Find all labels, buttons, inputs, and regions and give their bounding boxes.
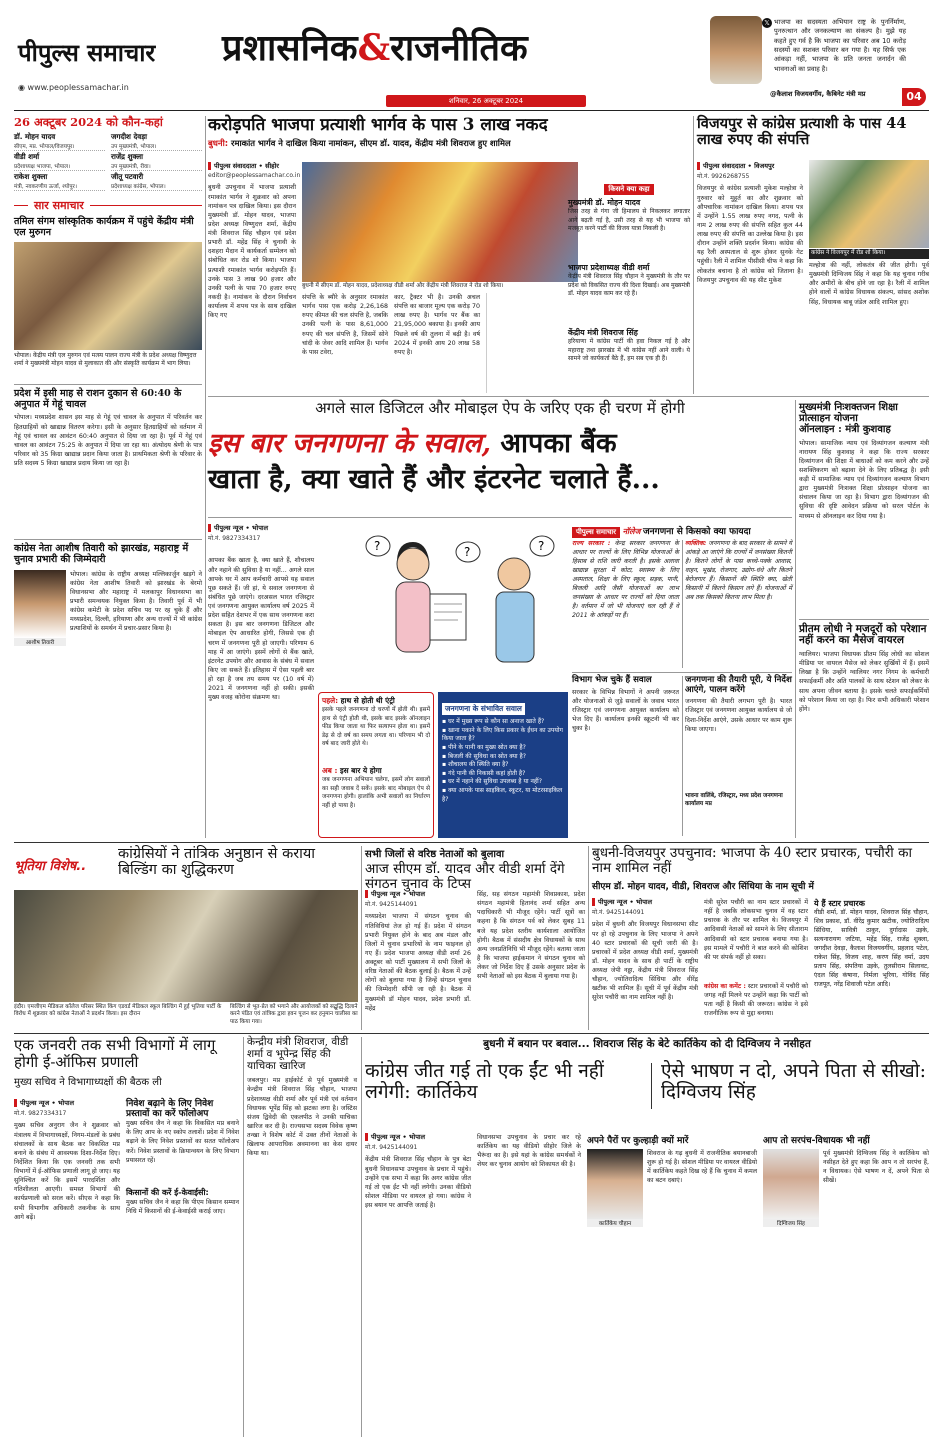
sabhi-place: भोपाल [408, 890, 425, 898]
saar-body-2: भोपाल। मध्यप्रदेश शासन इस माह से गेहूं एवं चावल के अनुपात में परिवर्तन कर हितग्राहियों को खाद्यान्न वितरण करेगा। इसी के अनुसार हितग्राहियों को वर्तमान में गेहूं एवं चावल का आवंटन 60:40 अनुपात से दिया जा रहा है। पूर्व में गेहूं एवं चावल का आवंटन 75:25 के अनुपात में दिया जा रहा था। अंत्योदय श्रेणी के पात्र परिवार को 35 किग्रा खाद्यान्न प्रदान किया जाता है। प्राथमिकता श्रेणी के परिवार के प्रति सदस्य 5 किग्रा खाद्यान्न प्रदाय किया जा रहा है। [14, 414, 202, 467]
schedule-role: प्रदेशाध्यक्ष कांग्रेस, भोपाल। [111, 183, 166, 190]
eoffice-byline: पीपुल्स न्यूज [20, 1099, 50, 1107]
petition-headline: केन्द्रीय मंत्री शिवराज, वीडी शर्मा व भूपेन्द्र सिंह की याचिका खारिज [247, 1036, 349, 1072]
bayan-photo-b-name: दिग्विजय सिंह [763, 1219, 819, 1227]
upchunav-list: वीडी शर्मा, डॉ. मोहन यादव, शिवराज सिंह चौहान, शिव प्रकाश, डॉ. वीरेंद्र कुमार खटीक, ज्योतिरादित्य सिंधिया, सावित्री ठाकुर, दुर्गादास उइके, सत्यनारायण जटिया, महेंद्र सिंह, राजेंद्र शुक्ला, जगदीश देवड़ा, कैलाश विजयवर्गीय, प्रहलाद पटेल, राकेश सिंह, विजय शाह, करण सिंह वर्मा, उदय प्रताप सिंह, संपतिया उइके, तुलसीराम सिलावट, एंदल सिंह कंषाना, निर्मला भूरिया, गोविंद सिंह राजपूत, नरेंद्र शिवाजी पटेल आदि। [814, 909, 929, 988]
upchunav-headline: बुधनी-विजयपुर उपचुनाव: भाजपा के 40 स्टार प्रचारक, पचौरी का नाम शामिल नहीं [592, 845, 912, 877]
kisne-who: केंद्रीय मंत्री शिवराज सिंह [568, 328, 638, 337]
quote-text: भाजपा का सदस्यता अभियान राष्ट्र के पुनर्निर्माण, पुनरुत्थान और जनकल्याण का संकल्प है। मुझे यह कहते हुए गर्व है कि भाजपा का परिवार अब 10 करोड़ सदस्यों का सशक्त परिवार बन गया है। यह सिर्फ एक आंकड़ा नहीं, भाजपा के प्रति जनता जनार्दन की भावनाओं का प्रवाह है। [774, 18, 906, 73]
census-kicker: अगले साल डिजिटल और मोबाइल ऐप के जरिए एक ही चरण में होगी [315, 399, 685, 417]
eoffice-col-1: पीपुल्स न्यूज • भोपाल मो.नं. 9827334317 मुख्य सचिव अनुराग जैन ने शुक्रवार को मंत्रालय में विभागाध्यक्षों, निगम-मंडलों के प्रबंध संचालकों के साथ बैठक कर विकसित मप्र बनाने के संबंध में आवश्यक दिशा-निर्देश दिए। निर्देशित किया कि एक जनवरी तक सभी विभागों में ई-ऑफिस प्रणाली लागू हो जाए। यह सुनिश्चित करें कि इसमें पारदर्शिता और गतिशीलता आएगी। समस्त विभागों की कार्यप्रणाली को सरल करें। सीएस ने कहा कि सभी विभागीय अधिकारी तकनीक के साथ आगे बढ़ें। [14, 1099, 120, 1437]
bayan-h-a: अपने पैरों पर कुल्हाड़ी क्यों मारें [587, 1136, 689, 1146]
kisne-who: मुख्यमंत्री डॉ. मोहन यादव [568, 198, 641, 207]
sabhi-phone: मो.नं. 9425144091 [365, 901, 418, 909]
saar-headline-1: तमिल संगम सांस्कृतिक कार्यक्रम में पहुंचे केंद्रीय मंत्री एल मुरुगन [14, 215, 194, 238]
census-question: ▪ क्या आपके पास साइकिल, स्कूटर, या मोटरसाइकिल है? [442, 787, 564, 804]
schedule-name: राजेंद्र शुक्ला [111, 151, 143, 161]
x-logo-icon: 𝕏 [762, 18, 772, 28]
bhutiya-caption-1: इंदौर। एमजीएम मेडिकल कॉलेज परिसर स्थित किंग एडवर्ड मेडिकल स्कूल बिल्डिंग में हुई भुतिया पार्टी के विरोध में शुक्रवार को कांग्रेस नेताओं ने प्रदर्शन किया। इस दौरान [14, 1004, 222, 1018]
knowledge-p1 [572, 540, 679, 670]
census-question: ▪ घर में नहाने की सुविधा उपलब्ध है या नहीं? [442, 778, 564, 787]
knowledge-p2-head: व्यक्तिक: [685, 540, 707, 547]
bayan-col-1: पीपुल्स न्यूज • भोपाल मो.नं. 9425144091 केंद्रीय मंत्री शिवराज सिंह चौहान के पुत्र बेटा बुधनी विधानसभा उपचुनाव के प्रचार में पहुंचे। उन्होंने एक सभा में कहा कि अगर कांग्रेस जीत गई तो एक ईंट भी नहीं लगेगी। उनका वीडियो सोशल मीडिया पर वायरल हो गया। कांग्रेस ने इस बयान पर आपत्ति जताई है। [365, 1133, 471, 1437]
bhutiya-headline: कांग्रेसियों ने तांत्रिक अनुष्ठान से कराया बिल्डिंग का शुद्धिकरण [118, 846, 316, 879]
census-pahle: इसके पहले जनगणना दो चरणों में होती थी। इसमें हाथ से एंट्री होती थी, इसके बाद इसके ऑनलाइन फीड किया जाता था फिर सत्यापन होता था। इसमें डेढ़ से दो वर्ष का समय लगता था। परिणाम भी दो वर्ष बाद जारी होते थे। [322, 707, 430, 748]
saar-story-3 [14, 570, 202, 720]
right-body-1: भोपाल। सामाजिक न्याय एवं दिव्यांगजन कल्याण मंत्री नारायण सिंह कुशवाह ने कहा कि राज्य सरकार दिव्यांगजन की शिक्षा में बाधाओं को कम करने और उन्हें सशक्तिकरण को बढ़ावा देने के लिए प्रतिबद्ध है। इसी कड़ी में सामाजिक न्याय एवं दिव्यांगजन कल्याण विभाग द्वारा मुख्यमंत्री निःशक्त शिक्षा प्रोत्साहन योजना का संचालन किया जा रहा है। विभाग द्वारा दिव्यांगजन की सुविधा की दृष्टि आवेदन प्रक्रिया को सरल पोर्टल के माध्यम से ऑनलाइन कर दिया गया है। [799, 439, 929, 520]
eoffice-h2: निवेश बढ़ाने के लिए निवेश प्रस्तावों का करें फॉलोअप [126, 1099, 214, 1120]
census-questions-box [438, 692, 568, 838]
census-question: ▪ खाना पकाने के लिए किस प्रकार के ईंधन का उपयोग किया जाता है? [442, 727, 564, 744]
schedule-entry [111, 172, 202, 191]
schedule-role: उप मुख्यमंत्री, भोपाल। [111, 143, 157, 150]
eoffice-story [14, 1037, 239, 1437]
schedule-entry [111, 132, 202, 151]
upchunav-story [592, 846, 929, 1030]
budhni-email: editor@peoplessamachar.co.in [208, 172, 301, 180]
upchunav-body: प्रदेश में बुधनी और विजयपुर विधानसभा सीट पर हो रहे उपचुनाव के लिए भाजपा ने अपने 40 स्टार प्रचारकों की सूची जारी की है। प्रचारकों में प्रदेश अध्यक्ष वीडी शर्मा, मुख्यमंत्री डॉ. मोहन यादव के साथ ही पार्टी के राष्ट्रीय अध्यक्ष जेपी नड्डा, केंद्रीय मंत्री शिवराज सिंह चौहान, ज्योतिरादित्य सिंधिया और वीरेंद्र खटीक भी शामिल हैं। सूची में पूर्व केंद्रीय मंत्री सुरेश पचौरी का नाम शामिल नहीं है। [592, 921, 698, 1002]
bayan-body-2: विधानसभा उपचुनाव के प्रचार कर रहे कार्तिकेय का यह वीडियो सीहोर जिले के भैरूंदा का है। इसे यहां के कांग्रेस समर्थकों ने शेयर कर चुनाव आयोग को शिकायत की है। [477, 1134, 581, 1169]
vijaypur-photo [809, 160, 929, 248]
budhni-body-3: कार, ट्रैक्टर भी है। उनकी अचल संपत्ति का बाजार मूल्य एक करोड़ 70 लाख रुपए है। भार्गव पर बैंक का 21,95,000 बकाया है। इनकी आय पिछले वर्ष की तुलना में बढ़ी है। वर्ष 2024 में इनकी आय 20 लाख 58 रुपए है। [394, 294, 480, 356]
upchunav-place: भोपाल [635, 898, 652, 906]
kisne-label: किसने क्या कहा [604, 184, 653, 195]
budhni-headline: करोड़पति भाजपा प्रत्याशी भार्गव के पास 3 लाख नकद [208, 115, 548, 135]
eoffice-b2: मुख्य सचिव जैन ने कहा कि विकसित मप्र बनाने के लिए आप के नए स्कोप तलाशें। प्रदेश में निवेश बढ़ाने के लिए निवेश प्रस्तावों का सतत फॉलोअप करें। निवेश प्रस्तावों के क्रियान्वयन के लिए विभाग प्रयासरत रहें। [126, 1120, 239, 1164]
budhni-kicker: बुधनी: [208, 138, 229, 149]
bayan-phone: मो.नं. 9425144091 [365, 1144, 418, 1152]
bayan-photo-a [587, 1149, 643, 1219]
census-knowledge [572, 524, 792, 838]
vijaypur-caption: कांग्रेस ने विजयपुर में रोड शो किया। [809, 249, 929, 259]
bayan-b-a: शिवराज के गढ़ बुधनी में राजनीतिक बयानबाजी शुरू हो गई है। सोशल मीडिया पर वायरल वीडियो में कार्तिकेय कहते दिख रहे हैं कि चुनाव में कमल का बटन दबाएं। [647, 1150, 757, 1185]
section-title-a: प्रशासनिक [222, 27, 358, 69]
census-rest: आपका बैंक [500, 427, 617, 459]
eoffice-headline: एक जनवरी तक सभी विभागों में लागू होगी ई-ऑफिस प्रणाली [14, 1036, 216, 1071]
bhutiya-photo [14, 890, 358, 1002]
census-question: ▪ शौचालय की स्थिति क्या है? [442, 761, 564, 770]
globe-icon: ◉ [18, 83, 28, 92]
vijaypur-body-2: मल्होत्रा की नहीं, लोकतंत्र की जीत होगी। पूर्व मुख्यमंत्री दिग्विजय सिंह ने कहा कि यह चुनाव गरीब और अमीरों के बीच होने जा रहा है। रैली में शामिल होने वालों में कांग्रेस विधायक संकल्प, सांसद अशोक सिंह, विधायक बाबू जंडेल आदि शामिल हुए। [809, 262, 929, 306]
page-number: 04 [902, 88, 926, 106]
eoffice-phone: मो.नं. 9827334317 [14, 1110, 67, 1118]
sabhi-headline: आज सीएम डॉ. यादव और वीडी शर्मा देंगे संगठन चुनाव के टिप्स [365, 861, 565, 893]
census-question: ▪ गंदे पानी की निकासी कहां होती है? [442, 770, 564, 779]
saar-body-3-wrap [14, 570, 202, 720]
bayan-h-b: आप तो सरपंच-विधायक भी नहीं [763, 1136, 870, 1146]
upchunav-col-1: पीपुल्स न्यूज • भोपाल मो.नं. 9425144091 प्रदेश में बुधनी और विजयपुर विधानसभा सीट पर हो रहे उपचुनाव के लिए भाजपा ने अपने 40 स्टार प्रचारकों की सूची जारी की है। प्रचारकों में प्रदेश अध्यक्ष वीडी शर्मा, मुख्यमंत्री डॉ. मोहन यादव के साथ ही पार्टी के राष्ट्रीय अध्यक्ष जेपी नड्डा, केंद्रीय मंत्री शिवराज सिंह चौहान, ज्योतिरादित्य सिंधिया और वीरेंद्र खटीक भी शामिल हैं। सूची में पूर्व केंद्रीय मंत्री सुरेश पचौरी का नाम शामिल नहीं है। [592, 898, 698, 1030]
schedule-role: सीएम, मप्र. भोपाल/विजयपुर। [14, 143, 75, 150]
budhni-col-1 [208, 162, 301, 392]
sabhi-kicker: सभी जिलों से वरिष्ठ नेताओं को बुलावा [365, 849, 505, 860]
kisne-said: केंद्रीय मंत्री शिवराज सिंह चौहान ने मुख्यमंत्री के तौर पर प्रदेश को विकसित राज्य की दिशा दिखाई। अब मुख्यमंत्री डॉ. मोहन यादव काम कर रहे हैं। [568, 273, 690, 298]
census-phone: मो.नं. 9827334317 [208, 535, 261, 543]
schedule-name: डॉ. मोहन यादव [14, 131, 56, 141]
kisne-item [568, 198, 690, 260]
kisne-who: भाजपा प्रदेशाध्यक्ष वीडी शर्मा [568, 263, 650, 272]
schedule-role: प्रदेशाध्यक्ष भाजपा, भोपाल। [14, 163, 71, 170]
kisne-item [568, 263, 690, 325]
right-headline-1: मुख्यमंत्री निःशक्तजन शिक्षा प्रोत्साहन योजना [799, 402, 898, 425]
sabhi-col-1: पीपुल्स न्यूज • भोपाल मो.नं. 9425144091 मध्यप्रदेश भाजपा में संगठन चुनाव की गतिविधियां तेज हो गई हैं। प्रदेश में संगठन प्रभारी नियुक्त होने के बाद अब मंडल और जिलों में चुनाव प्रभारियों के नाम फाइनल हो गए हैं। प्रदेश भाजपा अध्यक्ष वीडी शर्मा 26 अक्टूबर को पार्टी मुख्यालय में सभी जिलों के वरिष्ठ नेताओं की बैठक बुलाई है। बैठक में उन्हें लोगों को बुलाया गया है जिन्हें संगठन चुनाव की जिम्मेदारी सौंपी जा रही है। बैठक में मुख्यमंत्री डॉ मोहन यादव, प्रदेश प्रभारी डॉ. महेंद्र [365, 890, 471, 1030]
saar-photo-3-name: आशीष तिवारी [14, 638, 66, 646]
schedule-role: उप मुख्यमंत्री, रीवा। [111, 163, 151, 170]
vijaypur-headline: विजयपुर से कांग्रेस प्रत्याशी के पास 44 लाख रुपए की संपत्ति [697, 115, 907, 149]
bhutiya-caption-2: बिल्डिंग से भूत-प्रेत को भगाने और आयोजकों को सद्बुद्धि दिलाने करने पंडित एवं तांत्रिक द्वारा हवन पूजन कर हनुमान चालीसा का पाठ किया गया। [230, 1004, 358, 1025]
knowledge-p1-body: केन्द्र सरकार जनगणना के आधार पर राज्यों के लिए विभिन्न योजनाओं के हिसाब से राशि जारी करती है। इसके अलावा खाद्यान्न सुरक्षा में कोटा, स्वास्थ्य के लिए अस्पताल, शिक्षा के लिए स्कूल, सड़क, पानी, बिजली आदि जैसी योजनाओं का लाभ जनसंख्या के आधार पर राज्यों को दिया जाता है। वर्तमान में जो भी योजनाएं चल रही हैं वे 2011 के आंकड़ों पर हैं। [572, 540, 679, 619]
census-body: आपका बैंक खाता है, क्या खाते हैं, शौचालय और नहाने की सुविधा है या नहीं... अगले साल आपके घर में आप कर्मचारी आपसे यह सवाल पूछ सकते हैं। जी हां, ये सवाल जनगणना से संबंधित पूछे जाएंगे। दरअसल भारत रजिस्ट्रार एवं जनगणना आयुक्त कार्यालय वर्ष 2025 में प्रदेश सहित देशभर में एक साथ जनगणना करा सकता है। इस बार जनगणना डिजिटल और मोबाइल ऐप आधारित होगी, जिससे एक ही चरण में जनगणना पूरी हो जाएगी। परिणाम 6 माह में आ जाएंगे। इसमें लोगों से बैंक खाते, इंटरनेट उपयोग और आवास के संबंध में सवाल किए जा सकते हैं। इतिहास में ऐसा पहली बार हो रहा है जब तय समय पर (10 वर्ष में) 2021 में जनगणना नहीं हो सकी। इसकी मुख्य वजह कोरोना संक्रमण था। [208, 557, 314, 702]
eoffice-place: भोपाल [57, 1099, 74, 1107]
knowledge-p3 [572, 676, 679, 838]
svg-text:?: ? [374, 539, 381, 553]
budhni-byline-name: पीपुल्स संवाददाता [214, 162, 257, 170]
knowledge-tag: पीपुल्स समाचार [572, 527, 620, 538]
kisne-said: जिस तरह से गंगा जी हिमालय से निकलकर लगातार आगे बढ़ती गई है, उसी तरह से यह भी भाजपा को मजबूत करने पार्टी की विजय यात्रा निकली है। [568, 208, 690, 233]
schedule-name: राकेश शुक्ला [14, 171, 48, 181]
census-ab: जब जनगणना अभियान चलेगा, इसमें लोग सवालों का सही जवाब दें सकें। इसके बाद मोबाइल ऐप से जनगणना होगी। हालांकि अभी सवालों का निर्धारण नहीं हो पाया है। [322, 777, 430, 809]
vijaypur-place: विजयपुर [754, 162, 775, 170]
right-headline-1b: ऑनलाइन : मंत्री कुशवाह [799, 424, 891, 436]
bayan-b-b: पूर्व मुख्यमंत्री दिग्विजय सिंह ने कार्तिकेय को नसीहत देते हुए कहा कि आप न तो सरपंच हैं, न विधायक। ऐसे भाषण न दें, अपने पिता से सीखें। [823, 1150, 929, 1185]
bayan-place: भोपाल [408, 1133, 425, 1141]
knowledge-p2 [685, 540, 792, 670]
petition-story [247, 1037, 357, 1437]
bayan-digvijay-box [763, 1133, 929, 1437]
quote-author: @कैलाश विजयवर्गीय, कैबिनेट मंत्री मप्र [770, 90, 866, 98]
knowledge-p4-sign: भावना वालिंबे, रजिस्ट्रार, मध्य प्रदेश जनगणना कार्यालय मप्र [685, 793, 783, 808]
bhutiya-label: भूतिया विशेष.. [14, 859, 87, 874]
schedule-name: वीडी शर्मा [14, 151, 40, 161]
sabhi-body: मध्यप्रदेश भाजपा में संगठन चुनाव की गतिविधियां तेज हो गई हैं। प्रदेश में संगठन प्रभारी नियुक्त होने के बाद अब मंडल और जिलों में चुनाव प्रभारियों के नाम फाइनल हो गए हैं। प्रदेश भाजपा अध्यक्ष वीडी शर्मा 26 अक्टूबर को पार्टी मुख्यालय में सभी जिलों के वरिष्ठ नेताओं की बैठक बुलाई है। बैठक में उन्हें लोगों को बुलाया गया है जिन्हें संगठन चुनाव की जिम्मेदारी सौंपी जा रही है। बैठक में मुख्यमंत्री डॉ मोहन यादव, प्रदेश प्रभारी डॉ. महेंद्र [365, 913, 471, 1012]
bayan-story [365, 1037, 929, 1437]
census-pahle-box [318, 692, 434, 838]
saar-headline-3: कांग्रेस नेता आशीष तिवारी को झारखंड, महाराष्ट्र में चुनाव प्रभारी की जिम्मेदारी [14, 543, 189, 565]
right-column [799, 402, 929, 838]
upchunav-list-box [814, 898, 929, 1030]
upchunav-note-head: कांग्रेस का कमेंट : [704, 983, 746, 990]
bayan-photo-a-name: कार्तिकेय चौहान [587, 1219, 643, 1227]
schedule-role: मंत्री, नवकरणीय ऊर्जा, श्योपुर। [14, 183, 77, 190]
budhni-side [486, 293, 578, 393]
budhni-subhead [208, 138, 578, 149]
census-col-1: पीपुल्स न्यूज • भोपाल मो.नं. 9827334317 आपका बैंक खाता है, क्या खाते हैं, शौचालय और नहाने की सुविधा है या नहीं... अगले साल आपके घर में आप कर्मचारी आपसे यह सवाल पूछ सकते हैं। जी हां, ये सवाल जनगणना से संबंधित पूछे जाएंगे। दरअसल भारत रजिस्ट्रार एवं जनगणना आयुक्त कार्यालय वर्ष 2025 में प्रदेश सहित देशभर में एक साथ जनगणना करा सकता है। इस बार जनगणना डिजिटल और मोबाइल ऐप आधारित होगी, जिससे एक ही चरण में जनगणना पूरी हो जाएगी। परिणाम 6 माह में आ जाएंगे। इसमें लोगों से बैंक खाते, इंटरनेट उपयोग और आवास के संबंध में सवाल किए जा सकते हैं। इतिहास में ऐसा पहली बार हो रहा है जब तय समय पर (10 वर्ष में) 2021 में जनगणना नहीं हो सकी। इसकी मुख्य वजह कोरोना संक्रमण था। [208, 524, 314, 838]
schedule-title: 26 अक्टूबर 2024 को कौन-कहां [14, 115, 163, 129]
knowledge-p4-head: जनगणना की तैयारी पूरी, ये निर्देश आएंगे, पालन करेंगे [685, 675, 792, 695]
eoffice-sub: मुख्य सचिव ने विभागाध्यक्षों की बैठक ली [14, 1076, 162, 1088]
section-title [222, 28, 528, 68]
upchunav-col-2 [704, 898, 808, 1030]
brand-url[interactable] [18, 83, 129, 92]
left-column [14, 116, 202, 838]
saar-caption-1: भोपाल। केंद्रीय मंत्री एल मुरुगन एवं मत्स्य पालन राज्य मंत्री के प्रदेश अध्यक्ष विष्णुदत्त शर्मा ने मुख्यमंत्री मोहन यादव से मुलाकात की और संस्कृति कार्यक्रम में भाग लिया। [14, 352, 197, 367]
census-question: ▪ बिजली की सुविधा का स्रोत क्या है? [442, 753, 564, 762]
eoffice-h3: किसानों की करें ई-केवाईसी: [126, 1188, 209, 1198]
vijaypur-phone: मो.नं. 9926268755 [697, 173, 750, 181]
kisne-list [568, 198, 690, 390]
budhni-photo [302, 162, 578, 282]
census-illustration [318, 524, 568, 692]
eoffice-b3: मुख्य सचिव जैन ने कहा कि पीएम किसान सम्मान निधि में किसानों की ई-केवाईसी कराई जाए। [126, 1199, 239, 1216]
svg-text:?: ? [538, 539, 545, 553]
bayan-body: केंद्रीय मंत्री शिवराज सिंह चौहान के पुत्र बेटा बुधनी विधानसभा उपचुनाव के प्रचार में पहुंचे। उन्होंने एक सभा में कहा कि अगर कांग्रेस जीत गई तो एक ईंट भी नहीं लगेगी। उनका वीडियो सोशल मीडिया पर वायरल हो गया। कांग्रेस ने इस बयान पर आपत्ति जताई है। [365, 1156, 471, 1210]
saar-headline-2: प्रदेश में इसी माह से राशन दुकान से 60:40 के अनुपात में गेहूं चावल [14, 388, 182, 410]
upchunav-body-2: मंत्री सुरेश पचौरी का नाम स्टार प्रचारकों में नहीं है जबकि लोकसभा चुनाव में वह स्टार प्रचारक के तौर पर शामिल थे। विजयपुर में आदिवासी नेताओं को सामने के लिए सीताराम आदिवासी को स्टार प्रचारक बनाया गया है। इस मामले में पचौरी ने बात करने की कोशिश की पर संपर्क नहीं हो सका। [704, 899, 808, 961]
vijaypur-body-1: विजयपुर से कांग्रेस प्रत्याशी मुकेश मल्होत्रा ने गुरुवार को मुहूर्त का और शुक्रवार को औपचारिक नामांकन दाखिल किया। शपथ पत्र में उन्होंने 1.55 लाख रुपए नगद, पत्नी के नाम 2 लाख रुपए की संपत्ति सहित कुल 44 लाख रुपए की संपत्ति का उल्लेख किया है। इस दौरान उन्होंने शक्ति प्रदर्शन किया। कांग्रेस की यह रैली अस्पताल से शुरू होकर सुनके गेट पहुंची। रैली में शामिल पीसीसी चीफ ने कहा कि लोकतंत्र बचाना है तो कांग्रेस को जिताना है। विजयपुर उपचुनाव की यह सीट मुकेश [697, 185, 804, 284]
section-title-b: राजनीतिक [390, 27, 528, 69]
census-questions-list [442, 718, 564, 804]
vijaypur-col-1: पीपुल्स संवाददाता • विजयपुर मो.नं. 9926268755 विजयपुर से कांग्रेस प्रत्याशी मुकेश मल्होत्रा ने गुरुवार को मुहूर्त का और शुक्रवार को औपचारिक नामांकन दाखिल किया। शपथ पत्र में उन्होंने 1.55 लाख रुपए नगद, पत्नी के नाम 2 लाख रुपए की संपत्ति सहित कुल 44 लाख रुपए की संपत्ति का उल्लेख किया है। इस दौरान उन्होंने शक्ति प्रदर्शन किया। कांग्रेस की यह रैली अस्पताल से शुरू होकर सुनके गेट पहुंची। रैली में शामिल पीसीसी चीफ ने कहा कि लोकतंत्र बचाना है तो कांग्रेस को जिताना है। विजयपुर उपचुनाव की यह सीट मुकेश [697, 162, 803, 392]
sabhi-story [365, 846, 585, 1030]
masthead [0, 0, 945, 112]
knowledge-tag2: नॉलेज [622, 527, 641, 536]
knowledge-p1-head: राज्य सरकार : [572, 540, 611, 547]
schedule-entry [14, 152, 105, 171]
census-ab-head: इस बार ये होगा [339, 766, 382, 775]
right-body-2: ग्वालियर। भाजपा विधायक प्रीतम सिंह लोधी का सोशल मीडिया पर वायरल मैसेज को लेकर सुर्खियों में हैं। इसमें लिखा है कि उन्होंने ग्वालियर नगर निगम के कर्मचारी सफाईकर्मी और अति पालकों के साथ स्टेशन को लेकर के साथ अपना जीवन बताया है। इसके चलते सफाईकर्मियों को परेशान किया जा रहा है। फिर सभी अधिकारी परेशान होंगे। [799, 651, 929, 713]
bayan-banner: बुधनी में बयान पर बवाल... शिवराज सिंह के बेटे कार्तिकेय को दी दिग्विजय ने नसीहत [483, 1038, 811, 1050]
upchunav-note: स्टार प्रचारकों में पचौरी को जगह नहीं मिलने पर उन्होंने कहा कि पार्टी को पता नहीं है किसी की जरूरत। कांग्रेस ने इसे राजनीतिक रूप से मुद्दा बनाया। [704, 983, 808, 1018]
vijaypur-byline: पीपुल्स संवाददाता [703, 162, 746, 170]
knowledge-p2-body: जनगणना के बाद सरकार के सामने ये आंकड़े आ जाएंगे कि राज्यों में जनसंख्या कितनी है। कितने लोगों के पास कच्चे-पक्के आवास, वाहन, भूखंड, रोजगार, उद्योग-धंधे और कितने बेरोजगार हैं। किसानों की स्थिति क्या, खेती किसानी में कितने किसान लगे हैं। योजनाओं में अब तक किसको कितना लाभ मिला है। [685, 540, 793, 601]
knowledge-p3-body: सरकार के विभिन्न विभागों ने अपनी जरूरत और योजनाओं से जुड़े सवालों के जवाब भारत रजिस्ट्रार एवं जनगणना आयुक्त कार्यालय को भेज दिए हैं। कार्यालय इनकी स्क्रूटनी भी कर चुका है। [572, 688, 679, 733]
sabhi-body-2: सिंह, सह संगठन महामंत्री शिवप्रकाश, प्रदेश संगठन महामंत्री हितानंद शर्मा सहित अन्य पदाधिकारी भी मौजूद रहेंगे। पार्टी सूत्रों का कहना है कि संगठन पर्व को लेकर सुबह 11 बजे यह प्रदेश स्तरीय कार्यशाला आयोजित होगी। बैठक में संसदीय क्षेत्र विधायकों के साथ अन्य जनप्रतिनिधि भी मौजूद रहेंगे। बताया जाता है कि भाजपा हाईकमान ने संगठन चुनाव को लेकर जो निर्देश दिए हैं उसके अनुसार प्रदेश के सभी नेताओं को इस बैठक में बुलाया गया है। [477, 891, 585, 981]
petition-body: जबलपुर। मप्र हाईकोर्ट से पूर्व मुख्यमंत्री व केन्द्रीय मंत्री शिवराज सिंह चौहान, भाजपा प्रदेशाध्यक्ष वीडी शर्मा और पूर्व मंत्री एवं वर्तमान विधायक भूपेंद्र सिंह को झटका लगा है। जस्टिस संजय द्विवेदी की एकलपीठ ने उनकी याचिका खारिज कर दी है। राज्यसभा सदस्य विवेक कृष्ण तन्खा ने विशेष कोर्ट में उक्त तीनों नेताओं के खिलाफ आपराधिक अवमानना का केस दायर किया था। [247, 1077, 357, 1158]
upchunav-sub: सीएम डॉ. मोहन यादव, वीडी, शिवराज और सिंधिया के नाम सूची में [592, 882, 814, 893]
saar-label [14, 197, 202, 215]
schedule-entry [14, 132, 105, 151]
kisne-item [568, 328, 690, 390]
section-title-amp: & [357, 27, 391, 69]
bayan-karthikeya-box [587, 1133, 757, 1437]
brand-block [10, 16, 220, 92]
eoffice-col-2 [126, 1099, 239, 1437]
svg-text:?: ? [464, 545, 471, 559]
budhni-sub: रमाकांत भार्गव ने दाखिल किया नामांकन, सीएम डॉ. यादव, केंद्रीय मंत्री शिवराज हुए शामिल [231, 138, 511, 149]
census-ab-label: अब : [322, 766, 338, 775]
budhni-body-1: बुधनी उपचुनाव में भाजपा प्रत्याशी रमाकांत भार्गव ने शुक्रवार को अपना नामांकन पत्र दाखिल किया। इस दौरान मुख्यमंत्री डॉ. मोहन यादव, भाजपा प्रदेश अध्यक्ष विष्णुदत्त शर्मा, केंद्रीय मंत्री शिवराज सिंह चौहान एवं प्रदेश प्रभारी डॉ. महेंद्र सिंह ने चुनावी के दशहरा मैदान में कार्यकर्ता सम्मेलन को संबोधित कर रोड शो किया। भाजपा प्रत्याशी रमाकांत भार्गव करोड़पति हैं। उनके पास 3 लाख 90 हजार और उनकी पत्नी के पास 70 हजार रुपए नकदी है। नामांकन के दौरान निर्वाचन कार्यालय में शपथ पत्र के साथ दाखिल किए गए [208, 184, 296, 320]
budhni-byline-place: सीहोर [265, 162, 279, 170]
census-question: ▪ घर में मुख्य रूप से कौन सा अनाज खाते हैं? [442, 718, 564, 727]
knowledge-p4-body: जनगणना की तैयारी लगभग पूरी है। भारत रजिस्ट्रार एवं जनगणना आयुक्त कार्यालय से जो दिशा-निर्देश आएंगे, उसके आधार पर काम शुरू किया जाएगा। [685, 698, 792, 733]
schedule-entry [111, 152, 202, 171]
brand-url-text: www.peoplessamachar.in [27, 83, 129, 92]
schedule-name: जगदीश देवड़ा [111, 131, 147, 141]
bhutiya-story [14, 846, 358, 1030]
schedule-entry [14, 172, 105, 191]
knowledge-heading: जनगणना से किसको क्या फायदा [643, 527, 751, 537]
budhni-story [208, 116, 578, 394]
sabhi-byline: पीपुल्स न्यूज [371, 890, 401, 898]
kisne-said: हरियाणा में कांग्रेस पार्टी की हवा निकल गई है और महाराष्ट्र तथा झारखंड में भी कांग्रेस नहीं आने वाली। ये सामने जो कार्यकर्ता बैठे हैं, हम सब एक ही हैं। [568, 338, 690, 363]
budhni-body-2: संपत्ति के ब्यौरे के अनुसार रमाकांत भार्गव पास एक करोड़ 2,26,168 रुपए कीमत की चल संपत्ति है, जबकि उनकी पत्नी के पास 8,61,000 रुपए की चल संपत्ति है, जिसमें सोने चांदी के जेवर आदि शामिल हैं। भार्गव के पास टवेरा, [302, 294, 388, 356]
brand-logo: पीपुल्स समाचार [18, 38, 156, 67]
census-question: ▪ पीने के पानी का मुख्य स्रोत क्या है? [442, 744, 564, 753]
bayan-left-headline: कांग्रेस जीत गई तो एक ईंट भी नहीं लगेगी: कार्तिकेय [365, 1060, 604, 1104]
saar-label-text: सार समाचार [28, 198, 90, 213]
saar-photo-1 [14, 242, 202, 350]
knowledge-p4 [685, 676, 792, 838]
budhni-byline: पीपुल्स संवाददाता • सीहोर [208, 162, 296, 170]
census-headline-1 [208, 429, 792, 459]
census-questions-label: जनगणना के संभावित सवाल [442, 703, 525, 715]
census-cartoon [318, 524, 568, 692]
census-story [208, 400, 792, 838]
eoffice-body: मुख्य सचिव अनुराग जैन ने शुक्रवार को मंत्रालय में विभागाध्यक्षों, निगम-मंडलों के प्रबंध संचालकों के साथ बैठक कर विकसित मप्र बनाने के संबंध में आवश्यक दिशा-निर्देश दिए। निर्देशित किया कि एक जनवरी तक सभी विभागों में ई-ऑफिस प्रणाली लागू हो जाए। यह सुनिश्चित करें कि इसमें पारदर्शिता और गतिशीलता आएगी। समस्त विभागों की कार्यप्रणाली को सरल करें। सीएस ने कहा कि सभी विभागीय अधिकारी तकनीक के साथ आगे बढ़ें। [14, 1122, 120, 1221]
bayan-right-headline: ऐसे भाषण न दो, अपने पिता से सीखो: दिग्विजय सिंह [661, 1060, 927, 1104]
vijaypur-story [697, 116, 929, 394]
schedule-name: जीतू पटवारी [111, 171, 144, 181]
saar-body-3: भोपाल। कांग्रेस के राष्ट्रीय अध्यक्ष मल्लिकार्जुन खड़गे ने कांग्रेस नेता आशीष तिवारी को झारखंड के बेरमो विधानसभा और महाराष्ट्र में मलकापुर विधानसभा का प्रभारी समन्वयक नियुक्त किया है। तिवारी पूर्व में भी कांग्रेस कमेटी के प्रदेश सचिव पद पर रह चुके हैं और मध्यप्रदेश, दिल्ली, हरियाणा और अन्य राज्यों में भी कांग्रेस प्रत्याशियों के समर्थन में प्रचार-प्रसार किया है। [70, 570, 202, 633]
quote-box [704, 10, 904, 100]
census-pahle-label: पहले: [322, 696, 339, 705]
census-lead: इस बार जनगणना के सवाल, [208, 427, 491, 459]
census-place: भोपाल [251, 524, 268, 532]
census-pahle-head: हाथ से होती थी एंट्री [340, 696, 395, 705]
census-byline: पीपुल्स न्यूज [214, 524, 244, 532]
bayan-byline: पीपुल्स न्यूज [371, 1133, 401, 1141]
bayan-photo-b [763, 1149, 819, 1219]
upchunav-list-head: ये हैं स्टार प्रचारक [814, 899, 865, 908]
schedule-grid [14, 132, 202, 191]
budhni-photo-caption: बुधनी में सीएम डॉ. मोहन यादव, प्रदेशाध्यक्ष वीडी शर्मा और केंद्रीय मंत्री शिवराज ने रोड शो किया। [302, 283, 504, 289]
upchunav-byline: पीपुल्स न्यूज [598, 898, 628, 906]
quote-avatar [710, 16, 762, 84]
upchunav-phone: मो.नं. 9425144091 [592, 909, 645, 917]
census-headline-2: खाता है, क्या खाते हैं और इंटरनेट चलाते हैं... [208, 464, 660, 496]
right-headline-2: प्रीतम लोधी ने मजदूरों को परेशान नहीं करने का मैसेज वायरल [799, 622, 927, 647]
kisne-box [568, 176, 690, 394]
knowledge-p3-head: विभाग भेज चुके हैं सवाल [572, 675, 652, 685]
date-strip: शनिवार, 26 अक्टूबर 2024 [386, 95, 586, 107]
